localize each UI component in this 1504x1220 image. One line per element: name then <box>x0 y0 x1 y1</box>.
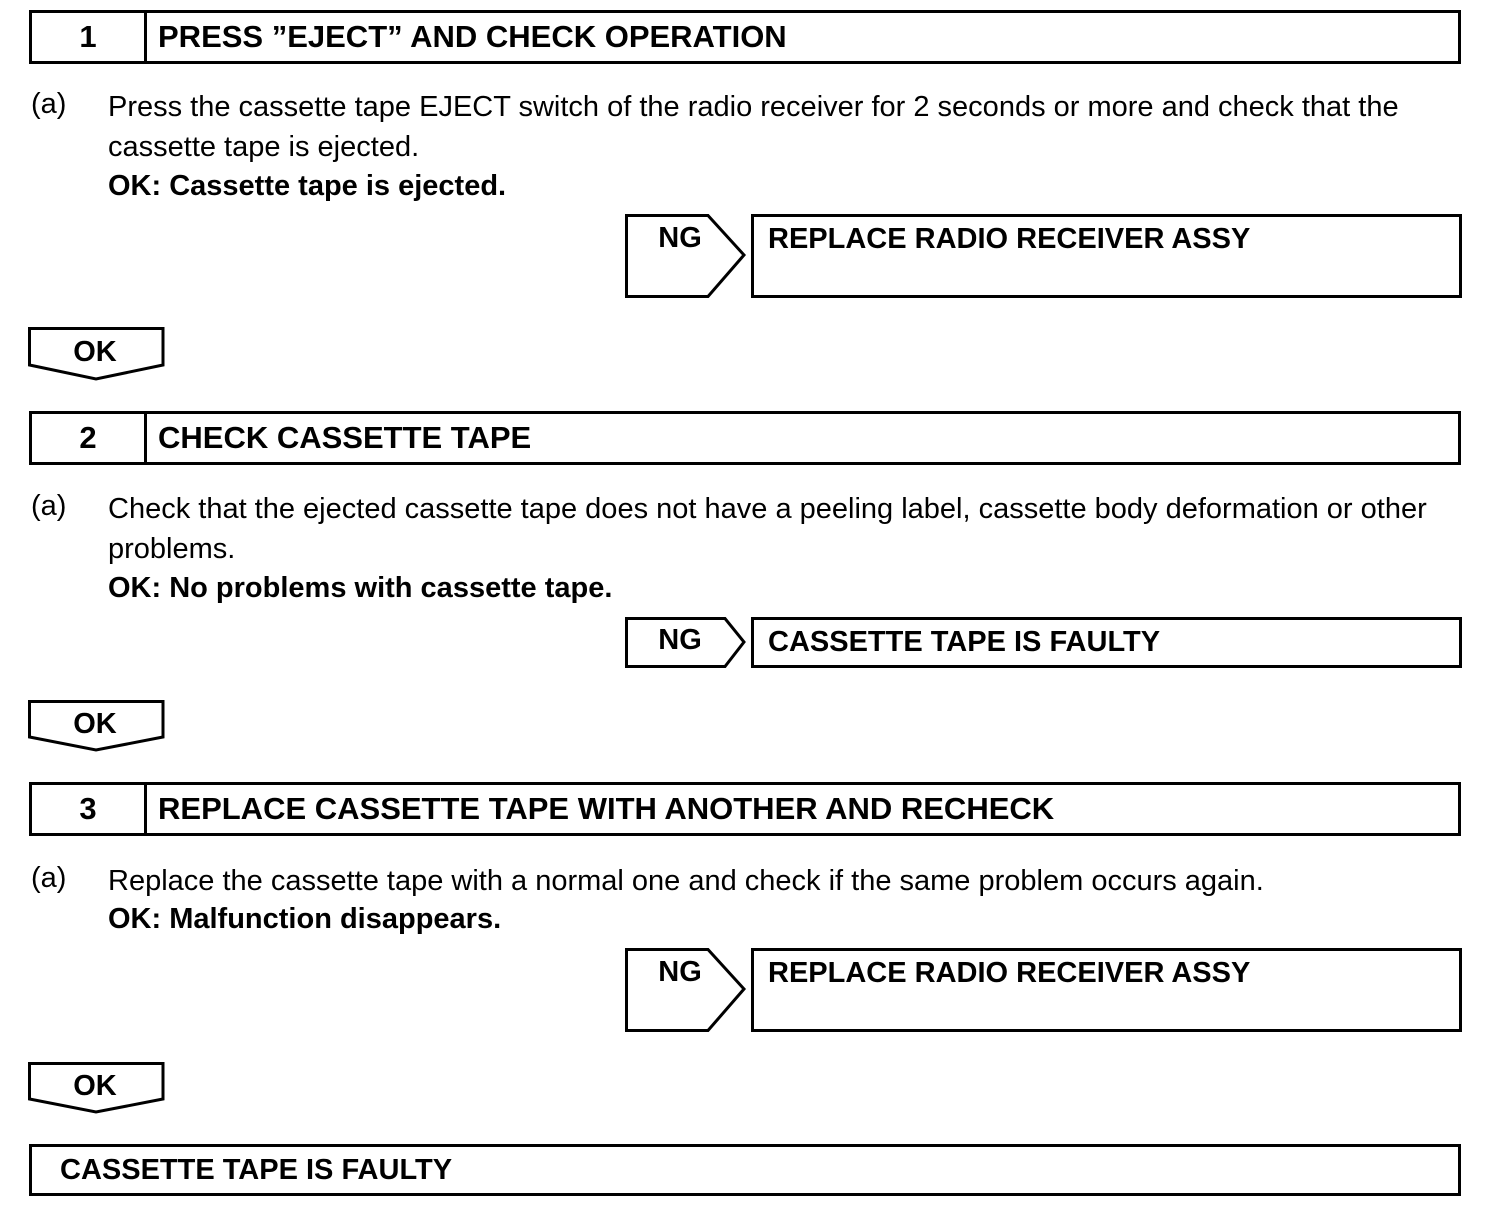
step-title: REPLACE CASSETTE TAPE WITH ANOTHER AND RECHECK <box>158 791 1055 826</box>
step-instruction: Press the cassette tape EJECT switch of the radio receiver for 2 seconds or more and check that the cassette tape is ejected. <box>108 91 1399 163</box>
ng-result-box: REPLACE RADIO RECEIVER ASSY <box>751 214 1462 298</box>
step-title: CHECK CASSETTE TAPE <box>158 420 532 455</box>
ng-result-box: CASSETTE TAPE IS FAULTY <box>751 617 1462 668</box>
ng-label: NG <box>658 222 702 254</box>
item-label: (a) <box>31 862 67 894</box>
step-instruction: Replace the cassette tape with a normal one and check if the same problem occurs again. <box>108 865 1264 897</box>
step-instruction: Check that the ejected cassette tape does not have a peeling label, cassette body deformation or other problems. <box>108 493 1427 565</box>
ok-label: OK <box>73 708 117 740</box>
item-label: (a) <box>31 88 67 120</box>
step-1-header <box>29 10 1461 64</box>
step-number: 2 <box>32 414 147 462</box>
ok-condition: OK: No problems with cassette tape. <box>108 572 613 604</box>
ok-condition: OK: Cassette tape is ejected. <box>108 170 507 202</box>
ok-label: OK <box>73 1070 117 1102</box>
final-result-box: CASSETTE TAPE IS FAULTY <box>29 1144 1461 1196</box>
ng-label: NG <box>658 624 702 656</box>
step-number: 3 <box>32 785 147 833</box>
step-title: PRESS ”EJECT” AND CHECK OPERATION <box>158 19 787 54</box>
step-number: 1 <box>32 13 147 61</box>
item-label: (a) <box>31 490 67 522</box>
ok-condition: OK: Malfunction disappears. <box>108 903 502 935</box>
ng-label: NG <box>658 956 702 988</box>
ok-label: OK <box>73 336 117 368</box>
step-2-header <box>29 411 1461 465</box>
step-3-header <box>29 782 1461 836</box>
ng-result-box: REPLACE RADIO RECEIVER ASSY <box>751 948 1462 1032</box>
